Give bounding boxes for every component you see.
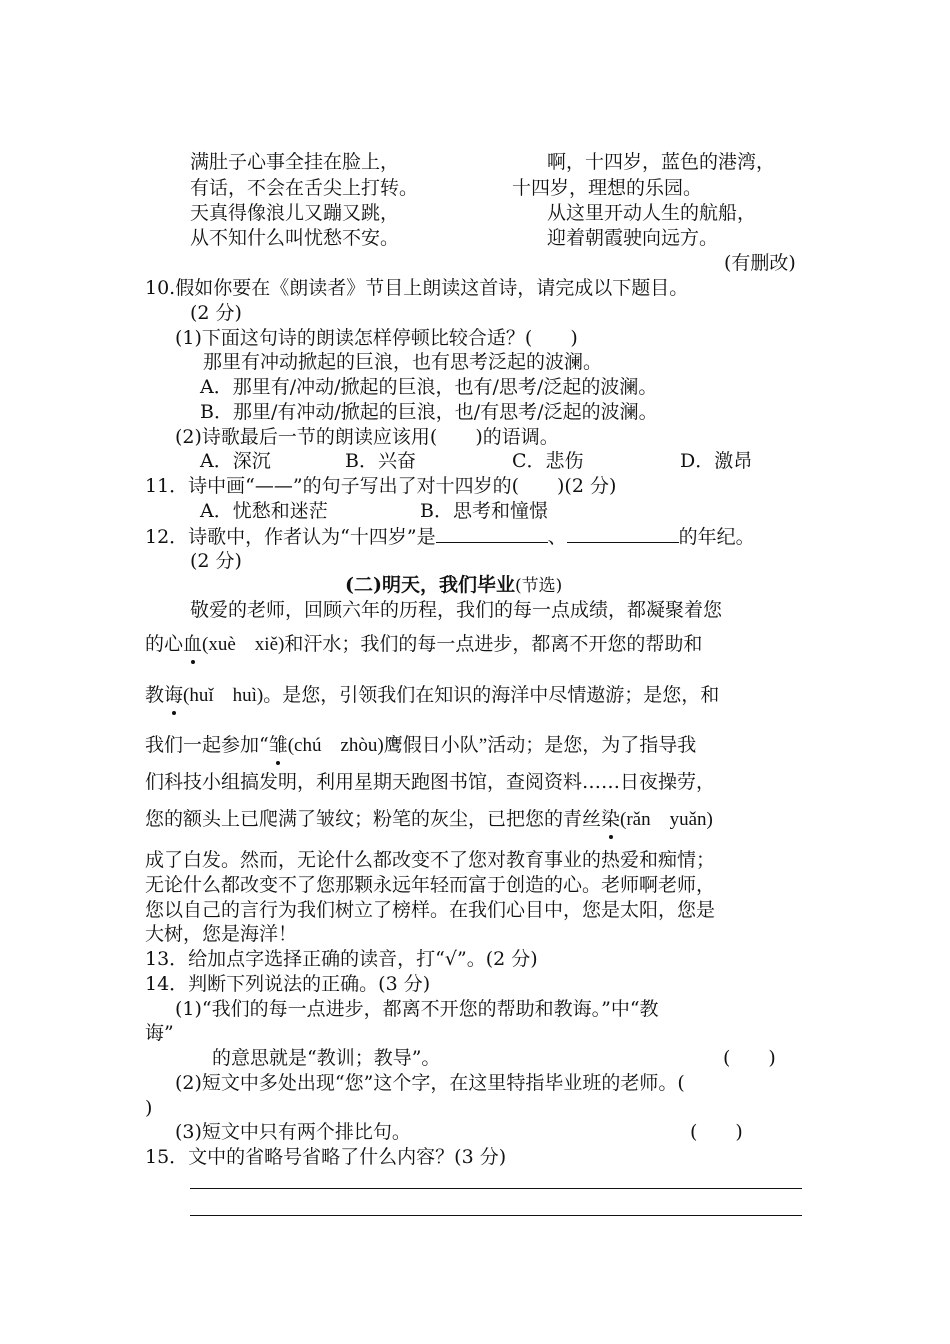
q10-sub1: (1)下面这句诗的朗读怎样停顿比较合适？( ) — [175, 327, 578, 349]
pinyin-choice-chu: (chú zhòu)鹰假日小队”活动；是您，为了指导我 — [287, 735, 697, 756]
q14-sub2-answer-close[interactable]: ) — [145, 1097, 153, 1119]
passage2-text: 您的额头上已爬满了皱纹；粉笔的灰尘，已把您的青丝 — [145, 808, 602, 830]
poem-right-2: 十四岁，理想的乐园。 — [512, 177, 703, 199]
q12-score: (2 分) — [190, 550, 242, 572]
poem-left-3: 天真得像浪儿又蹦又跳， — [190, 202, 400, 224]
poem-right-1: 啊，十四岁，蓝色的港湾， — [547, 151, 776, 173]
passage2-line-8: 无论什么都改变不了您那颗永远年轻而富于创造的心。老师啊老师， — [145, 874, 716, 896]
q11-stem: 11．诗中画“——”的句子写出了对十四岁的( )(2 分) — [145, 475, 617, 497]
pinyin-choice-ran: (rǎn yuǎn) — [620, 809, 713, 830]
q14-sub3-answer[interactable]: ( ) — [690, 1121, 743, 1143]
pinyin-choice-xue: (xuè xiě)和汗水；我们的每一点进步，都离不开您的帮助和 — [202, 634, 703, 655]
passage2-line-2 — [145, 632, 702, 657]
passage2-text: 我们一起参加“ — [145, 734, 269, 756]
q12-text-mid: 、 — [547, 526, 567, 548]
poem-note: (有删改) — [724, 252, 796, 274]
pinyin-choice-hui: (huǐ huì)。是您，引领我们在知识的海洋中尽情遨游；是您，和 — [183, 685, 720, 706]
passage2-line-1: 敬爱的老师，回顾六年的历程，我们的每一点成绩，都凝聚着您 — [190, 599, 723, 621]
q12-text-post: 的年纪。 — [678, 526, 755, 548]
q13-stem: 13．给加点字选择正确的读音，打“√”。(2 分) — [145, 948, 538, 970]
q14-sub1-answer[interactable]: ( ) — [723, 1047, 776, 1069]
q14-sub3: (3)短文中只有两个排比句。 — [175, 1121, 411, 1143]
q11-option-a: A．忧愁和迷茫 — [200, 500, 328, 522]
passage2-line-3 — [145, 683, 719, 708]
poem-left-4: 从不知什么叫忧愁不安。 — [190, 227, 400, 249]
poem-left-1: 满肚子心事全挂在脸上， — [190, 151, 400, 173]
passage2-title-line — [345, 573, 562, 598]
dotted-char-hui: 诲 — [164, 684, 184, 706]
passage2-subtitle: (节选) — [514, 576, 563, 596]
passage2-line-5: 们科技小组搞发明，利用星期天跑图书馆，查阅资料……日夜操劳， — [145, 771, 716, 793]
passage2-text: 教 — [145, 684, 165, 706]
q15-answer-line-1[interactable] — [190, 1188, 802, 1189]
q10-stem: 10.假如你要在《朗读者》节目上朗读这首诗，请完成以下题目。 — [145, 277, 689, 299]
q10-score: (2 分) — [190, 302, 242, 324]
q14-sub2-line-1: (2)短文中多处出现“您”这个字，在这里特指毕业班的老师。( — [175, 1072, 685, 1094]
dotted-char-xue: 血 — [183, 633, 203, 655]
q14-stem: 14．判断下列说法的正确。(3 分) — [145, 973, 431, 995]
q10-sub1-option-a: A．那里有/冲动/掀起的巨浪，也有/思考/泛起的波澜。 — [200, 376, 658, 398]
q10-sub2-option-c: C．悲伤 — [512, 450, 584, 472]
q12-blank-1[interactable] — [436, 524, 548, 543]
q15-stem: 15．文中的省略号省略了什么内容？(3 分) — [145, 1146, 507, 1168]
q10-sub2-option-b: B．兴奋 — [345, 450, 416, 472]
q10-sub2-option-d: D．激昂 — [680, 450, 753, 472]
q14-sub1-line-3: 的意思就是“教训；教导”。 — [212, 1047, 441, 1069]
poem-right-4: 迎着朝霞驶向远方。 — [547, 227, 719, 249]
q10-sub2-option-a: A．深沉 — [200, 450, 271, 472]
q10-sub1-line: 那里有冲动掀起的巨浪，也有思考泛起的波澜。 — [203, 351, 603, 373]
q10-sub1-option-b: B．那里/有冲动/掀起的巨浪，也/有思考/泛起的波澜。 — [200, 401, 658, 423]
q12-text-pre: 12．诗歌中，作者认为“十四岁”是 — [145, 526, 436, 548]
q12-blank-2[interactable] — [567, 524, 679, 543]
passage2-line-9: 您以自己的言行为我们树立了榜样。在我们心目中，您是太阳，您是 — [145, 899, 716, 921]
passage2-line-10: 大树，您是海洋！ — [145, 923, 298, 945]
q15-answer-line-2[interactable] — [190, 1215, 802, 1216]
poem-right-3: 从这里开动人生的航船， — [547, 202, 757, 224]
poem-left-2: 有话，不会在舌尖上打转。 — [190, 177, 419, 199]
passage2-line-7: 成了白发。然而，无论什么都改变不了您对教育事业的热爱和痴情； — [145, 849, 716, 871]
q12-stem — [145, 524, 755, 549]
passage2-title: (二)明天，我们毕业 — [345, 574, 515, 596]
q10-sub2: (2)诗歌最后一节的朗读应该用( )的语调。 — [175, 426, 559, 448]
q14-sub1-line-2: 诲” — [145, 1022, 174, 1044]
dotted-char-chu: 雏 — [268, 734, 288, 756]
passage2-line-4 — [145, 733, 696, 758]
q11-option-b: B．思考和憧憬 — [420, 500, 548, 522]
q14-sub1-line-1: (1)“我们的每一点进步，都离不开您的帮助和教诲。”中“教 — [175, 998, 659, 1020]
dotted-char-ran: 染 — [601, 808, 621, 830]
passage2-line-6 — [145, 807, 713, 832]
passage2-text: 的心 — [145, 633, 184, 655]
